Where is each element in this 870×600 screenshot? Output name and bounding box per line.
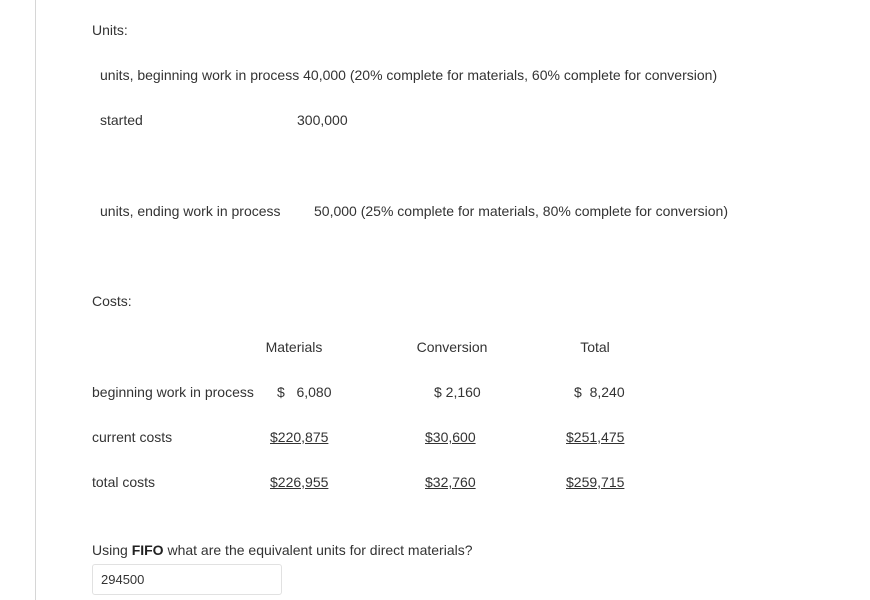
total-costs-label: total costs <box>92 474 156 490</box>
question-suffix: what are the equivalent units for direct materials? <box>163 542 473 558</box>
materials-column-header: Materials <box>265 339 323 355</box>
question-prefix: Using <box>92 542 132 558</box>
total-materials-cost: $226,955 <box>270 474 329 490</box>
question-emphasis: FIFO <box>131 542 164 558</box>
started-units-value: 300,000 <box>297 112 348 128</box>
left-border <box>35 0 36 600</box>
answer-input[interactable] <box>92 564 282 595</box>
total-total-cost: $259,715 <box>566 474 625 490</box>
ending-wip-units-value: 50,000 (25% complete for materials, 80% complete for conversion) <box>314 203 728 219</box>
started-units-label: started <box>100 112 143 128</box>
beginning-wip-units-label: units, beginning work in process <box>100 67 300 83</box>
current-materials-cost: $220,875 <box>270 429 329 445</box>
ending-wip-units-label: units, ending work in process <box>100 203 281 219</box>
total-conversion-cost: $32,760 <box>425 474 476 490</box>
units-heading: Units: <box>92 22 128 38</box>
conversion-column-header: Conversion <box>416 339 488 355</box>
current-costs-label: current costs <box>92 429 173 445</box>
beginning-wip-total-cost: $ 8,240 <box>574 384 625 400</box>
beginning-wip-cost-label: beginning work in process <box>92 384 254 400</box>
total-column-header: Total <box>580 339 610 355</box>
beginning-wip-conversion-cost: $ 2,160 <box>434 384 481 400</box>
current-conversion-cost: $30,600 <box>425 429 476 445</box>
costs-heading: Costs: <box>92 293 132 309</box>
question-text <box>92 541 473 559</box>
current-total-cost: $251,475 <box>566 429 625 445</box>
beginning-wip-units-line <box>100 66 717 84</box>
beginning-wip-units-value: 40,000 (20% complete for materials, 60% complete for conversion) <box>303 67 718 83</box>
beginning-wip-materials-cost: $ 6,080 <box>277 384 332 400</box>
